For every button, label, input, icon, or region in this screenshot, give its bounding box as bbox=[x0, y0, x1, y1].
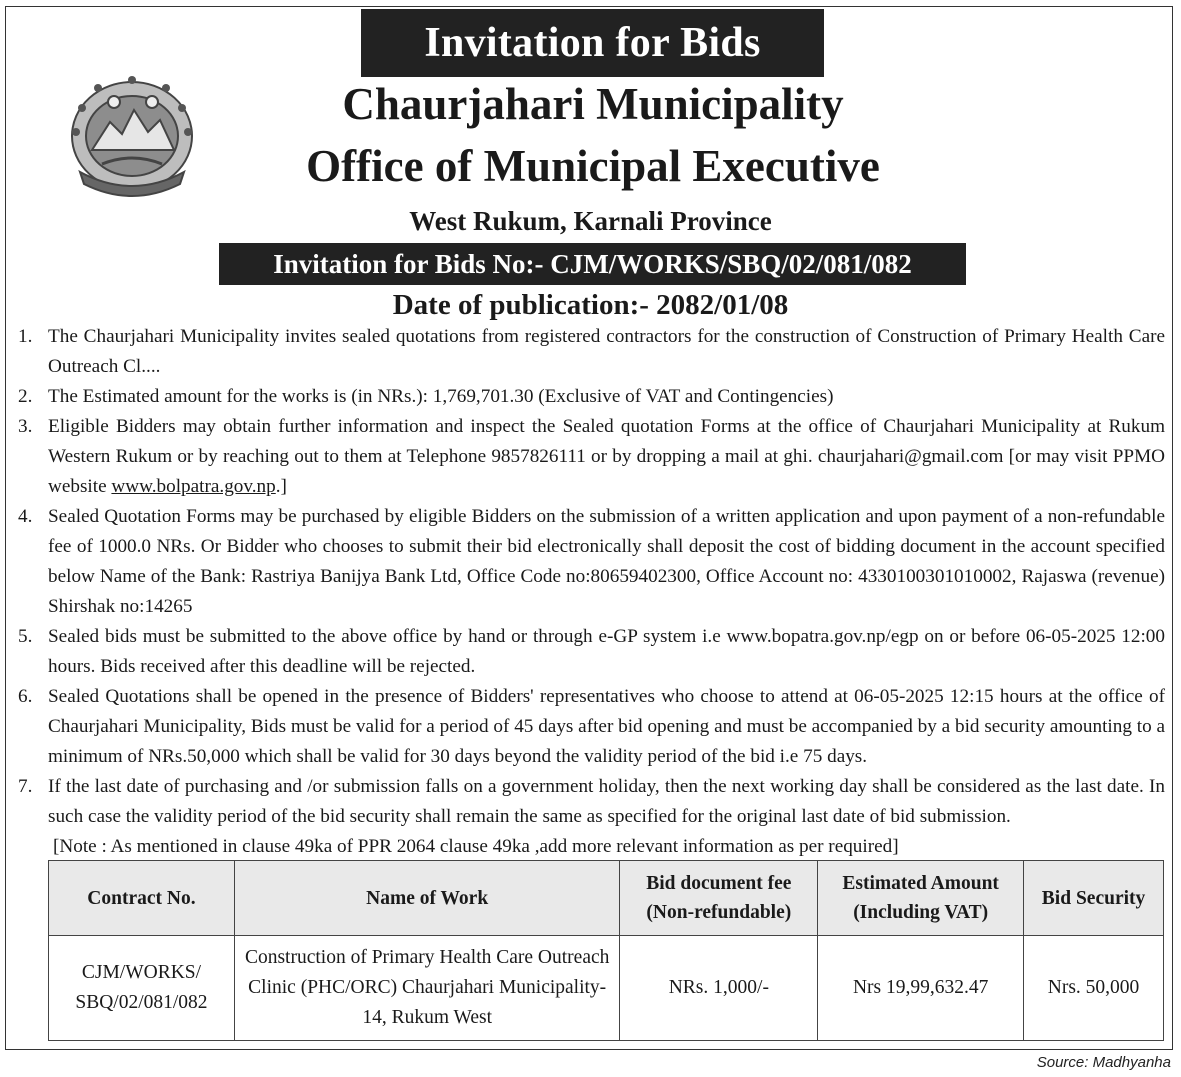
municipality-name: Chaurjahari Municipality bbox=[342, 79, 844, 129]
header-estimated-amount: Estimated Amount (Including VAT) bbox=[818, 861, 1024, 936]
cell-bid-security: Nrs. 50,000 bbox=[1024, 936, 1164, 1041]
cell-bid-fee: NRs. 1,000/- bbox=[620, 936, 818, 1041]
clause-number: 1. bbox=[18, 326, 33, 347]
header-name-of-work: Name of Work bbox=[234, 861, 620, 936]
clause-1 bbox=[18, 322, 1165, 382]
clause-text: Sealed Quotation Forms may be purchased by eligible Bidders on the submission of a written application and upon payment of a non-refundable fee of 1000.0 NRs. Or Bidder who chooses to submit their bid electronically shall deposit the cost of bidding document in the account specified below Name of the Bank: Rastriya Banijya Bank Ltd, Office Code no:80659402300, Office Account no: 4330100301010002, Rajaswa (revenue) Shirshak no:14265 bbox=[48, 506, 1165, 617]
clause-text: The Chaurjahari Municipality invites sealed quotations from registered contractors for the construction of Construction of Primary Health Care Outreach Cl.... bbox=[48, 326, 1165, 377]
clause-text: Eligible Bidders may obtain further information and inspect the Sealed quotation Forms at the office of Chaurjahari Municipality at Rukum Western Rukum or by reaching out to them at Telephone 9857826111 or by dropping a mail at ghi. chaurjahari@gmail.com [or may visit PPMO website bbox=[48, 416, 1165, 497]
ppr-note: [Note : As mentioned in clause 49ka of PPR 2064 clause 49ka ,add more relevant information as per required] bbox=[53, 836, 899, 857]
ppmo-website-link[interactable]: www.bolpatra.gov.np bbox=[111, 476, 276, 497]
clause-number: 3. bbox=[18, 416, 33, 437]
ifb-number: Invitation for Bids No:- CJM/WORKS/SBQ/02/081/082 bbox=[219, 243, 966, 285]
clause-6 bbox=[18, 682, 1165, 772]
clause-text-wrap bbox=[48, 412, 1165, 502]
clause-text: Sealed Quotations shall be opened in the presence of Bidders' representatives who choose to attend at 06-05-2025 12:15 hours at the office of Chaurjahari Municipality, Bids must be valid for a period of 45 days after bid opening and must be accompanied by a bid security amounting to a minimum of NRs.50,000 which shall be valid for 30 days beyond the validity period of the bid i.e 75 days. bbox=[48, 686, 1165, 767]
clause-list bbox=[18, 322, 1165, 862]
location: West Rukum, Karnali Province bbox=[409, 206, 772, 236]
table-row bbox=[49, 936, 1164, 1041]
header-bid-fee: Bid document fee (Non-refundable) bbox=[620, 861, 818, 936]
publication-date: Date of publication:- 2082/01/08 bbox=[392, 289, 789, 321]
clause-text: If the last date of purchasing and /or submission falls on a government holiday, then the next working day shall be considered as the last date. In such case the validity period of the bid security shall remain the same as specified for the original last date of bid submission. bbox=[48, 776, 1165, 827]
clause-number: 5. bbox=[18, 626, 33, 647]
clause-number: 6. bbox=[18, 686, 33, 707]
clause-4 bbox=[18, 502, 1165, 622]
header-contract-no: Contract No. bbox=[49, 861, 235, 936]
cell-estimated-amount: Nrs 19,99,632.47 bbox=[818, 936, 1024, 1041]
header-bid-security: Bid Security bbox=[1024, 861, 1164, 936]
cell-contract-no: CJM/WORKS/ SBQ/02/081/082 bbox=[49, 936, 235, 1041]
clause-7 bbox=[18, 772, 1165, 832]
clause-3 bbox=[18, 412, 1165, 502]
clause-text: Sealed bids must be submitted to the above office by hand or through e-GP system i.e www.bopatra.gov.np/egp on or before 06-05-2025 12:00 hours. Bids received after this deadline will be rejected. bbox=[48, 626, 1165, 677]
clause-number: 7. bbox=[18, 776, 33, 797]
source-credit: Source: Madhyanha bbox=[1036, 1054, 1171, 1071]
banner-title: Invitation for Bids bbox=[361, 9, 824, 77]
clause-5 bbox=[18, 622, 1165, 682]
clause-text: The Estimated amount for the works is (in NRs.): 1,769,701.30 (Exclusive of VAT and Contingencies) bbox=[48, 386, 834, 407]
clause-text-end: .] bbox=[275, 476, 287, 497]
table-header-row bbox=[49, 861, 1164, 936]
cell-name-of-work: Construction of Primary Health Care Outreach Clinic (PHC/ORC) Chaurjahari Municipality-14, Rukum West bbox=[234, 936, 620, 1041]
office-name: Office of Municipal Executive bbox=[306, 141, 880, 191]
clause-number: 2. bbox=[18, 386, 33, 407]
contract-table bbox=[48, 860, 1164, 1041]
clause-2 bbox=[18, 382, 1165, 412]
clause-number: 4. bbox=[18, 506, 33, 527]
